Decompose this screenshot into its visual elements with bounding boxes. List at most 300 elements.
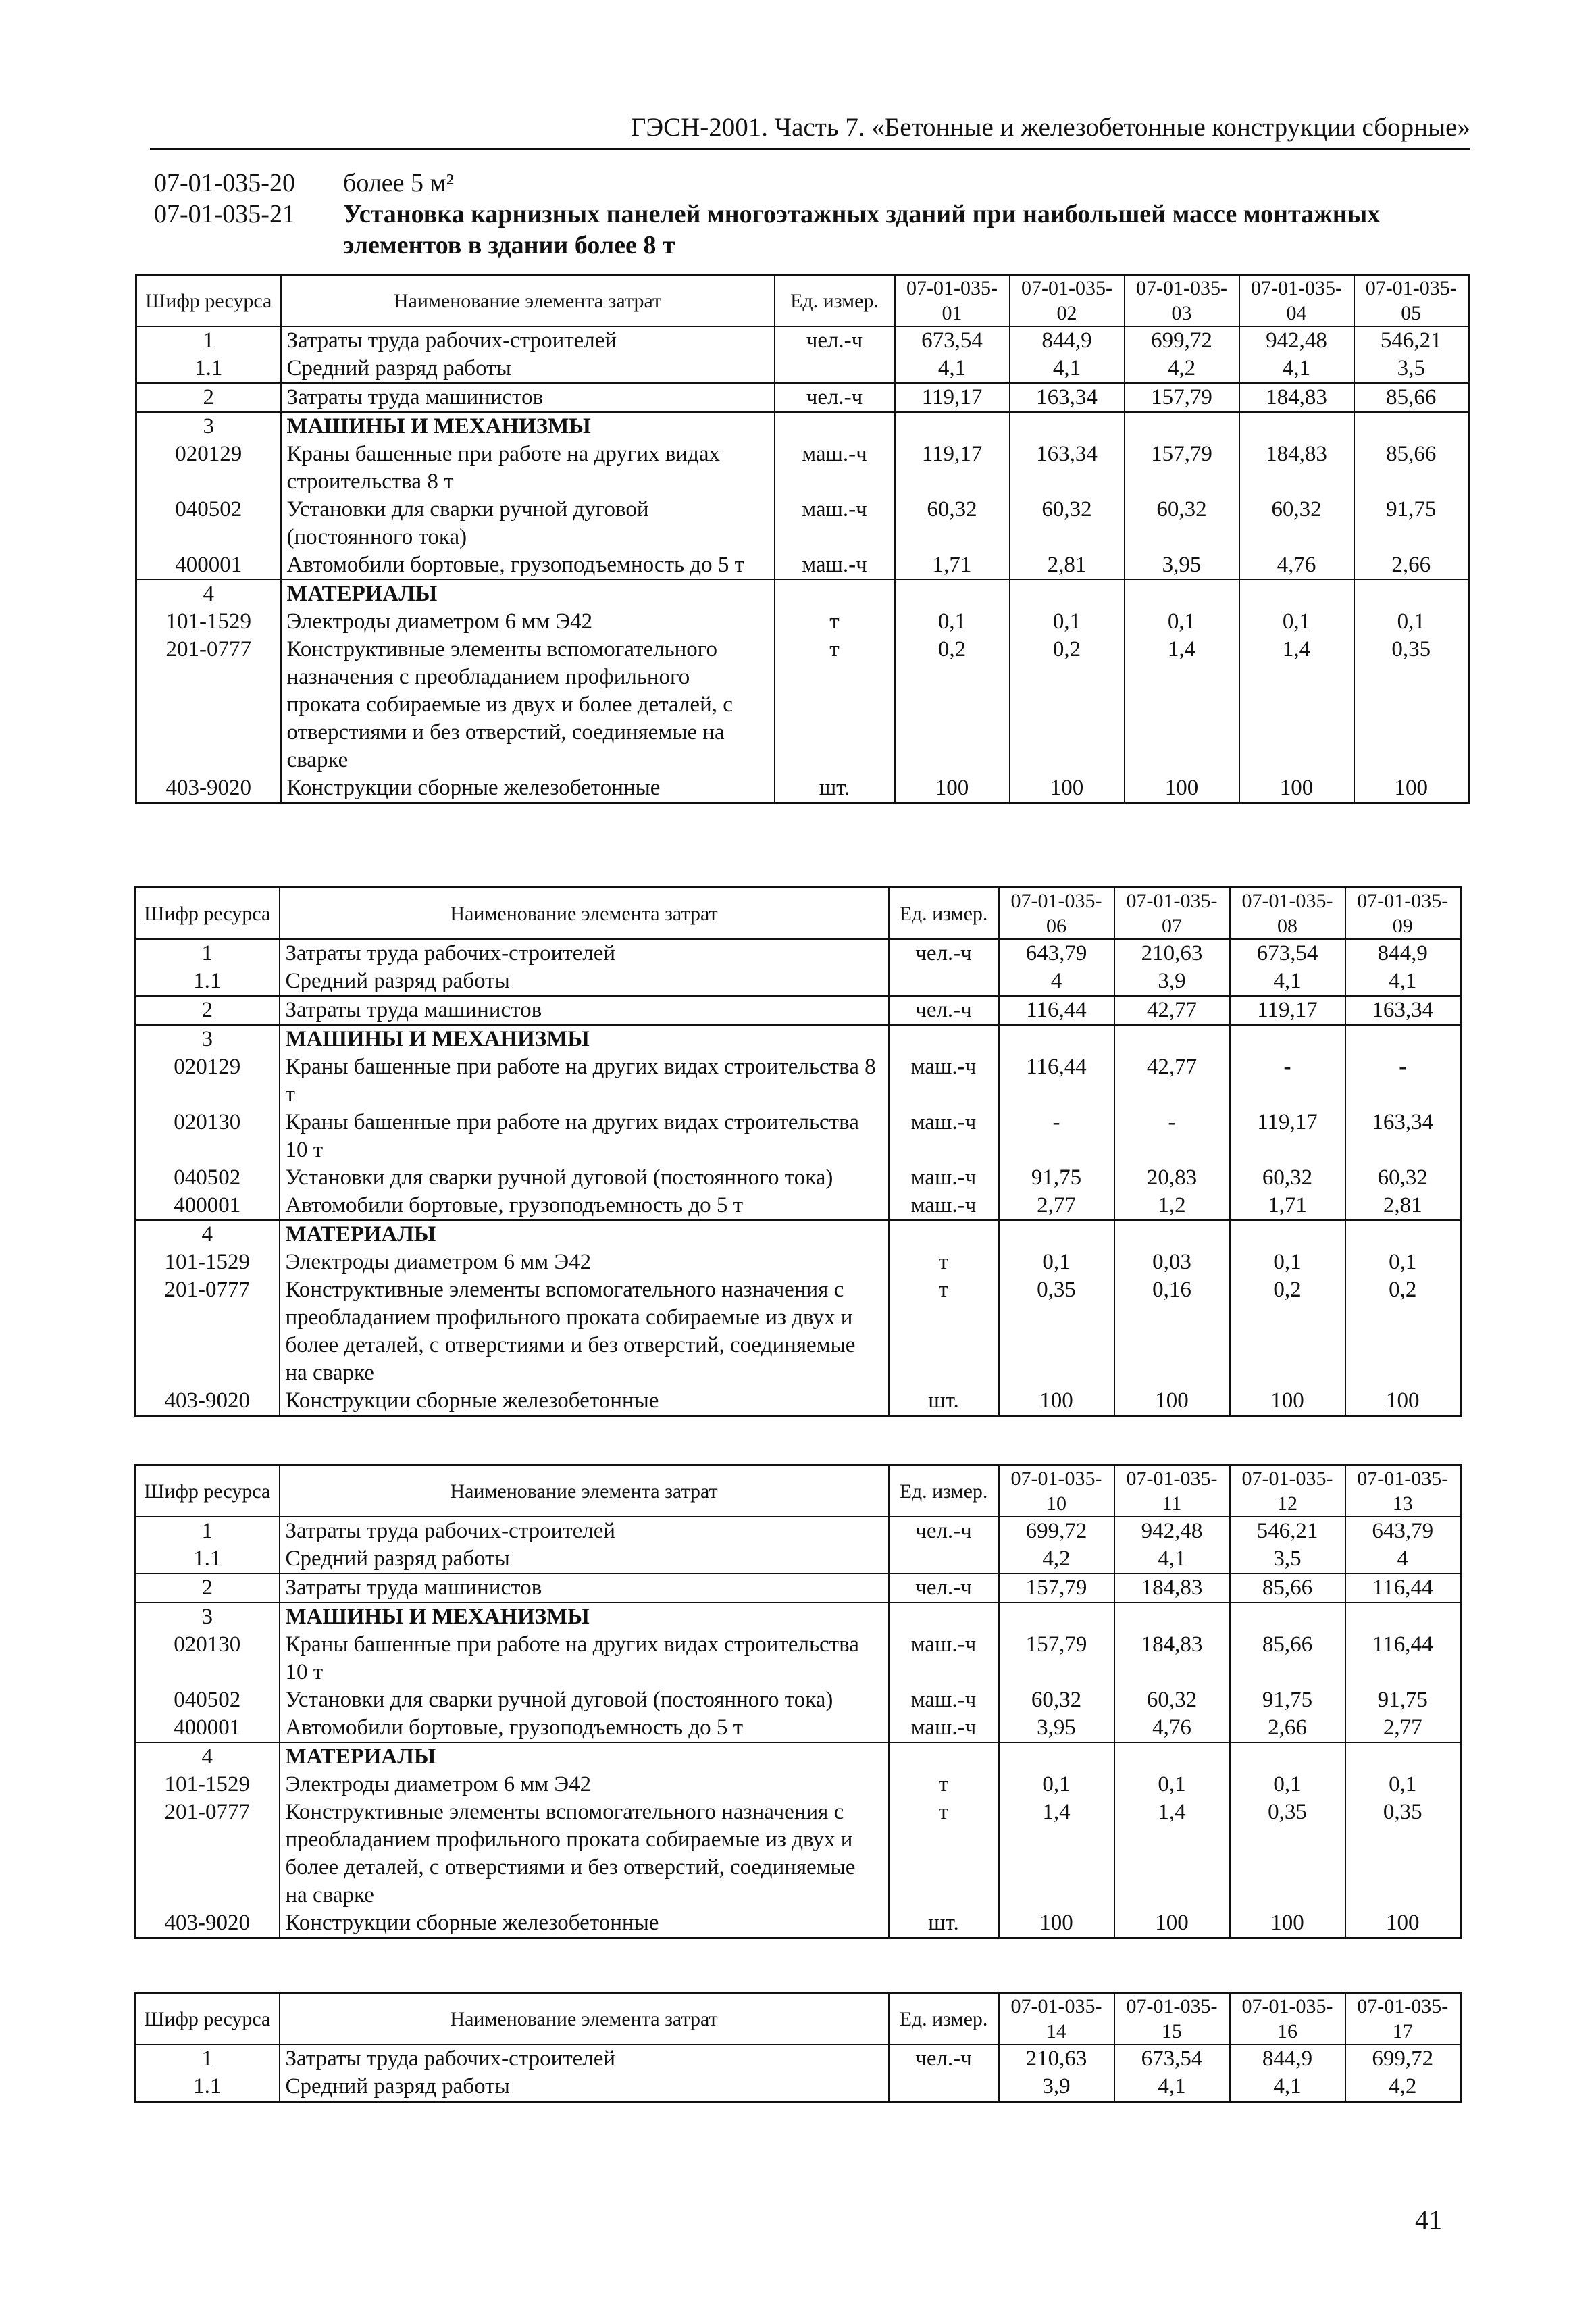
resource-code: 020129 (136, 441, 281, 496)
resource-value: 673,54 (1230, 939, 1345, 967)
resource-code: 040502 (136, 496, 281, 551)
resource-value: 184,83 (1239, 441, 1354, 496)
resource-value: 4,1 (1114, 1545, 1230, 1574)
resource-value (1230, 1025, 1345, 1053)
resource-name: МАТЕРИАЛЫ (280, 1220, 889, 1249)
resource-value: 100 (999, 1909, 1114, 1938)
norm-table-3 (134, 1464, 1462, 1939)
resource-value: 673,54 (1114, 2044, 1230, 2073)
resource-name: Затраты труда машинистов (280, 996, 889, 1025)
resource-value: 0,35 (1230, 1799, 1345, 1909)
resource-code: 1.1 (135, 1545, 280, 1574)
resource-name: Конструктивные элементы вспомогательного назначения с преобладанием профильного проката собираемые из двух и более деталей, с отверстиями и без отверстий, соединяемые на сварке (280, 1799, 889, 1909)
table-row (136, 355, 1469, 383)
resource-value: 942,48 (1239, 326, 1354, 355)
resource-unit: чел.-ч (775, 326, 895, 355)
resource-value: 0,2 (1230, 1276, 1345, 1387)
resource-value: 42,77 (1114, 1053, 1230, 1109)
resource-name: Электроды диаметром 6 мм Э42 (280, 1771, 889, 1799)
resource-unit: чел.-ч (889, 2044, 999, 2073)
table-row (136, 551, 1469, 580)
header-column-code: 07-01-035-05 (1354, 275, 1469, 327)
resource-code: 1 (135, 1517, 280, 1545)
resource-code: 4 (135, 1220, 280, 1249)
resource-value: 4,76 (1239, 551, 1354, 580)
resource-value: 699,72 (1125, 326, 1239, 355)
resource-value: 1,71 (1230, 1192, 1345, 1220)
resource-value (1010, 580, 1125, 608)
resource-code: 403-9020 (135, 1387, 280, 1416)
resource-value: 1,2 (1114, 1192, 1230, 1220)
resource-value: 4,1 (1230, 967, 1345, 996)
table-row (135, 939, 1461, 967)
resource-unit: шт. (889, 1909, 999, 1938)
resource-value: 2,66 (1230, 1714, 1345, 1742)
resource-code: 1.1 (135, 2073, 280, 2102)
resource-value: 3,5 (1354, 355, 1469, 383)
resource-name: Затраты труда рабочих-строителей (280, 939, 889, 967)
table-row (135, 1771, 1461, 1799)
resource-unit: т (775, 636, 895, 774)
resource-value: 60,32 (895, 496, 1010, 551)
resource-value: 85,66 (1386, 442, 1437, 466)
resource-value: - (1399, 1055, 1407, 1079)
resource-value: 4,2 (1345, 2073, 1461, 2102)
resource-value: 1,4 (999, 1799, 1114, 1909)
resource-name: Установки для сварки ручной дуговой (постоянного тока) (280, 1164, 889, 1192)
resource-unit: чел.-ч (889, 1574, 999, 1603)
code-number: 07-01-035-21 (154, 200, 295, 228)
header-code: Шифр ресурса (135, 1465, 280, 1517)
resource-value: 116,44 (1345, 1574, 1461, 1603)
resource-name: Конструктивные элементы вспомогательного назначения с преобладанием профильного проката собираемые из двух и более деталей, с отверстиями и без отверстий, соединяемые на сварке (281, 636, 775, 774)
table-row (135, 967, 1461, 996)
resource-name: Установки для сварки ручной дуговой (постоянного тока) (280, 1686, 889, 1714)
header-unit: Ед. измер. (889, 888, 999, 940)
resource-value: 42,77 (1114, 996, 1230, 1025)
resource-value: 0,03 (1114, 1249, 1230, 1276)
resource-unit (889, 2073, 999, 2102)
resource-unit: чел.-ч (775, 383, 895, 412)
resource-value: 91,75 (1377, 1688, 1428, 1712)
resource-unit: т (775, 608, 895, 636)
resource-value (1010, 412, 1125, 441)
resource-value: - (1230, 1053, 1345, 1109)
resource-value: 210,63 (1114, 939, 1230, 967)
resource-name: Автомобили бортовые, грузоподъемность до 5 т (280, 1714, 889, 1742)
resource-code: 040502 (135, 1164, 280, 1192)
resource-value: 0,1 (1389, 1250, 1417, 1274)
resource-value (1354, 580, 1469, 608)
resource-code: 3 (135, 1025, 280, 1053)
resource-value: 4,1 (1010, 355, 1125, 383)
resource-value: 3,5 (1230, 1545, 1345, 1574)
table-row (135, 1387, 1461, 1416)
table-row (136, 383, 1469, 412)
resource-unit (889, 1603, 999, 1631)
resource-code: 3 (136, 412, 281, 441)
resource-code: 1 (135, 2044, 280, 2073)
resource-unit: маш.-ч (889, 1053, 999, 1109)
resource-unit: маш.-ч (889, 1714, 999, 1742)
resource-value: 1,4 (1125, 636, 1239, 774)
resource-unit: чел.-ч (889, 996, 999, 1025)
resource-value: 184,83 (1114, 1574, 1230, 1603)
resource-unit: шт. (775, 774, 895, 803)
header-name: Наименование элемента затрат (281, 275, 775, 327)
resource-value: 163,34 (1372, 1110, 1434, 1134)
header-unit: Ед. измер. (775, 275, 895, 327)
table-row (135, 1276, 1461, 1387)
resource-value (1345, 1025, 1461, 1053)
resource-name: Краны башенные при работе на других видах строительства 10 т (280, 1631, 889, 1686)
resource-code: 4 (136, 580, 281, 608)
resource-value: 4,1 (895, 355, 1010, 383)
resource-unit: маш.-ч (889, 1686, 999, 1714)
resource-value: 3,95 (999, 1714, 1114, 1742)
norm-table-2 (134, 886, 1462, 1417)
resource-value: 119,17 (895, 441, 1010, 496)
table-row (136, 608, 1469, 636)
resource-value: 100 (1239, 774, 1354, 803)
resource-unit: маш.-ч (889, 1164, 999, 1192)
resource-name: Средний разряд работы (280, 967, 889, 996)
resource-value: 4,1 (1239, 355, 1354, 383)
resource-value (895, 412, 1010, 441)
resource-name: Затраты труда машинистов (280, 1574, 889, 1603)
table-row (135, 1909, 1461, 1938)
header-column-code: 07-01-035-10 (999, 1465, 1114, 1517)
resource-name: МАШИНЫ И МЕХАНИЗМЫ (280, 1603, 889, 1631)
resource-value: 4 (999, 967, 1114, 996)
resource-value (999, 1742, 1114, 1771)
header-name: Наименование элемента затрат (280, 1993, 889, 2045)
header-column-code: 07-01-035-08 (1230, 888, 1345, 940)
resource-code: 2 (135, 996, 280, 1025)
resource-code: 020129 (135, 1053, 280, 1109)
table-row (135, 1714, 1461, 1742)
resource-value (1114, 1603, 1230, 1631)
resource-value: 157,79 (999, 1574, 1114, 1603)
code-description: более 5 м² (343, 169, 454, 197)
resource-code: 403-9020 (135, 1909, 280, 1938)
norm-table-4 (134, 1992, 1462, 2103)
resource-value (999, 1603, 1114, 1631)
resource-name: Краны башенные при работе на других видах строительства 8 т (280, 1053, 889, 1109)
resource-value: 1,71 (895, 551, 1010, 580)
resource-value: 91,75 (1386, 497, 1437, 522)
resource-value: 4,1 (1114, 2073, 1230, 2102)
resource-unit: т (889, 1771, 999, 1799)
resource-value: 844,9 (1377, 941, 1428, 965)
resource-name: МАШИНЫ И МЕХАНИЗМЫ (280, 1025, 889, 1053)
resource-value: - (1114, 1109, 1230, 1164)
resource-unit: т (889, 1276, 999, 1387)
resource-value: 60,32 (1010, 496, 1125, 551)
resource-value: 0,35 (1383, 1800, 1422, 1824)
resource-unit: маш.-ч (889, 1631, 999, 1686)
resource-unit (775, 412, 895, 441)
resource-value (1114, 1742, 1230, 1771)
resource-name: Автомобили бортовые, грузоподъемность до 5 т (280, 1192, 889, 1220)
resource-unit: маш.-ч (775, 496, 895, 551)
resource-value: 100 (1230, 1387, 1345, 1416)
resource-value: 100 (1010, 774, 1125, 803)
resource-unit: чел.-ч (889, 939, 999, 967)
resource-value: 100 (999, 1387, 1114, 1416)
table-row (135, 1109, 1461, 1164)
resource-code: 403-9020 (136, 774, 281, 803)
resource-value: 163,34 (1010, 383, 1125, 412)
resource-value: 100 (1125, 774, 1239, 803)
resource-value: 100 (1114, 1909, 1230, 1938)
resource-value (1114, 1025, 1230, 1053)
resource-value: 4,1 (1230, 2073, 1345, 2102)
resource-value: 60,32 (999, 1686, 1114, 1714)
resource-value: 0,1 (1230, 1249, 1345, 1276)
resource-value: 4,2 (999, 1545, 1114, 1574)
table-header-row (135, 1465, 1461, 1517)
resource-value (1239, 580, 1354, 608)
resource-value: 3,9 (999, 2073, 1114, 2102)
resource-value: 4,1 (1345, 967, 1461, 996)
resource-unit (889, 1545, 999, 1574)
header-column-code: 07-01-035-14 (999, 1993, 1114, 2045)
resource-value: 91,75 (999, 1164, 1114, 1192)
resource-value: 0,2 (1389, 1278, 1417, 1302)
table-row (135, 996, 1461, 1025)
resource-unit: маш.-ч (889, 1109, 999, 1164)
resource-code: 3 (135, 1603, 280, 1631)
resource-unit (889, 1742, 999, 1771)
resource-value: 116,44 (999, 996, 1114, 1025)
resource-value (1345, 1220, 1461, 1249)
resource-value: 942,48 (1114, 1517, 1230, 1545)
resource-value: 60,32 (1377, 1165, 1428, 1190)
resource-value: 119,17 (1230, 1109, 1345, 1164)
resource-name: Средний разряд работы (280, 1545, 889, 1574)
resource-code: 1.1 (136, 355, 281, 383)
header-column-code: 07-01-035-12 (1230, 1465, 1345, 1517)
resource-code: 400001 (135, 1192, 280, 1220)
resource-value (1239, 412, 1354, 441)
header-unit: Ед. измер. (889, 1993, 999, 2045)
resource-name: Краны башенные при работе на других видах строительства 10 т (280, 1109, 889, 1164)
header-column-code: 07-01-035-07 (1114, 888, 1230, 940)
resource-name: Средний разряд работы (281, 355, 775, 383)
resource-name: Конструкции сборные железобетонные (280, 1387, 889, 1416)
resource-name: Конструкции сборные железобетонные (280, 1909, 889, 1938)
resource-code: 400001 (136, 551, 281, 580)
resource-value: 546,21 (1230, 1517, 1345, 1545)
resource-code: 020130 (135, 1109, 280, 1164)
resource-value: 157,79 (999, 1631, 1114, 1686)
table-header-row (136, 275, 1469, 327)
resource-name: МАТЕРИАЛЫ (281, 580, 775, 608)
resource-code: 2 (136, 383, 281, 412)
table-row (135, 1164, 1461, 1192)
resource-unit (889, 967, 999, 996)
resource-value: 0,1 (999, 1249, 1114, 1276)
table-row (136, 412, 1469, 441)
resource-value: 0,16 (1114, 1276, 1230, 1387)
resource-value: 4,76 (1114, 1714, 1230, 1742)
resource-value: 100 (1386, 1388, 1420, 1413)
resource-code: 201-0777 (135, 1799, 280, 1909)
table-row (135, 1053, 1461, 1109)
resource-value: 210,63 (999, 2044, 1114, 2073)
table-row (135, 1249, 1461, 1276)
code-row (154, 168, 1437, 199)
header-column-code: 07-01-035-15 (1114, 1993, 1230, 2045)
table-row (135, 1025, 1461, 1053)
resource-name: Конструкции сборные железобетонные (281, 774, 775, 803)
resource-value: 0,1 (1397, 609, 1425, 634)
resource-value: 119,17 (895, 383, 1010, 412)
resource-unit: шт. (889, 1387, 999, 1416)
resource-code: 040502 (135, 1686, 280, 1714)
resource-unit: т (889, 1249, 999, 1276)
resource-value: 157,79 (1125, 441, 1239, 496)
code-row (154, 199, 1437, 261)
resource-value (1345, 1603, 1461, 1631)
resource-value: 163,34 (1010, 441, 1125, 496)
resource-name: Конструктивные элементы вспомогательного назначения с преобладанием профильного проката собираемые из двух и более деталей, с отверстиями и без отверстий, соединяемые на сварке (280, 1276, 889, 1387)
resource-value: 4,2 (1125, 355, 1239, 383)
code-list (154, 168, 1437, 261)
resource-value: 157,79 (1125, 383, 1239, 412)
resource-value: 85,66 (1354, 383, 1469, 412)
page-number: 41 (1415, 2205, 1442, 2235)
resource-unit (775, 580, 895, 608)
header-unit: Ед. измер. (889, 1465, 999, 1517)
table-row (135, 2044, 1461, 2073)
resource-unit (889, 1025, 999, 1053)
resource-value: 60,32 (1114, 1686, 1230, 1714)
resource-name: Затраты труда машинистов (281, 383, 775, 412)
resource-name: Затраты труда рабочих-строителей (280, 1517, 889, 1545)
resource-value (1230, 1220, 1345, 1249)
resource-name: МАТЕРИАЛЫ (280, 1742, 889, 1771)
resource-code: 1.1 (135, 967, 280, 996)
resource-value (1125, 580, 1239, 608)
resource-value (999, 1025, 1114, 1053)
resource-value: 85,66 (1230, 1631, 1345, 1686)
resource-unit: чел.-ч (889, 1517, 999, 1545)
resource-value: 184,83 (1239, 383, 1354, 412)
resource-unit: маш.-ч (889, 1192, 999, 1220)
resource-name: Электроды диаметром 6 мм Э42 (281, 608, 775, 636)
resource-value: 0,2 (1010, 636, 1125, 774)
resource-code: 4 (135, 1742, 280, 1771)
table-row (135, 1686, 1461, 1714)
code-number: 07-01-035-20 (154, 169, 295, 197)
header-column-code: 07-01-035-04 (1239, 275, 1354, 327)
header-code: Шифр ресурса (135, 1993, 280, 2045)
resource-code: 101-1529 (135, 1249, 280, 1276)
resource-unit (775, 355, 895, 383)
resource-value: 643,79 (1372, 1519, 1434, 1543)
resource-name: Средний разряд работы (280, 2073, 889, 2102)
table-row (136, 326, 1469, 355)
resource-value: 100 (895, 774, 1010, 803)
page-header (150, 111, 1470, 150)
header-column-code: 07-01-035-09 (1345, 888, 1461, 940)
resource-value: 844,9 (1230, 2044, 1345, 2073)
header-column-code: 07-01-035-02 (1010, 275, 1125, 327)
resource-value: 0,35 (999, 1276, 1114, 1387)
table-header-row (135, 888, 1461, 940)
header-code: Шифр ресурса (136, 275, 281, 327)
table-row (136, 580, 1469, 608)
resource-value: 20,83 (1114, 1164, 1230, 1192)
resource-value: 2,81 (1383, 1193, 1422, 1217)
resource-value: 119,17 (1230, 996, 1345, 1025)
resource-name: МАШИНЫ И МЕХАНИЗМЫ (281, 412, 775, 441)
resource-code: 1 (135, 939, 280, 967)
resource-value: 0,1 (1125, 608, 1239, 636)
resource-value: 60,32 (1125, 496, 1239, 551)
resource-value (1230, 1603, 1345, 1631)
table-row (135, 1517, 1461, 1545)
resource-value: 546,21 (1380, 328, 1442, 353)
resource-value: 60,32 (1230, 1164, 1345, 1192)
header-column-code: 07-01-035-17 (1345, 1993, 1461, 2045)
table-row (136, 441, 1469, 496)
resource-name: Затраты труда рабочих-строителей (280, 2044, 889, 2073)
resource-value: 100 (1394, 776, 1428, 800)
resource-value: 3,9 (1114, 967, 1230, 996)
resource-value: 673,54 (895, 326, 1010, 355)
resource-value: 2,77 (1383, 1715, 1422, 1740)
resource-name: Электроды диаметром 6 мм Э42 (280, 1249, 889, 1276)
resource-value: 100 (1230, 1909, 1345, 1938)
table-header-row (135, 1993, 1461, 2045)
resource-value: 699,72 (999, 1517, 1114, 1545)
resource-value: 2,77 (999, 1192, 1114, 1220)
resource-value: 116,44 (1372, 1632, 1433, 1657)
resource-unit (889, 1220, 999, 1249)
resource-value: 0,1 (1010, 608, 1125, 636)
header-name: Наименование элемента затрат (280, 888, 889, 940)
header-column-code: 07-01-035-03 (1125, 275, 1239, 327)
resource-value: 643,79 (999, 939, 1114, 967)
table-row (136, 496, 1469, 551)
resource-value: - (999, 1109, 1114, 1164)
resource-value (895, 580, 1010, 608)
resource-name: Краны башенные при работе на других видах строительства 8 т (281, 441, 775, 496)
resource-value (999, 1220, 1114, 1249)
resource-value: 2,66 (1391, 553, 1431, 577)
resource-unit: маш.-ч (775, 551, 895, 580)
header-column-code: 07-01-035-11 (1114, 1465, 1230, 1517)
table-row (135, 1192, 1461, 1220)
header-column-code: 07-01-035-13 (1345, 1465, 1461, 1517)
table-row (135, 1799, 1461, 1909)
header-code: Шифр ресурса (135, 888, 280, 940)
resource-value: 0,1 (1239, 608, 1354, 636)
table-row (136, 774, 1469, 803)
table-row (135, 1574, 1461, 1603)
resource-value: 0,1 (1389, 1772, 1417, 1796)
resource-value: 2,81 (1010, 551, 1125, 580)
resource-code: 020130 (135, 1631, 280, 1686)
code-description: Установка карнизных панелей многоэтажных зданий при наибольшей массе монтажных элементов в здании более 8 т (343, 200, 1381, 259)
resource-value: 0,1 (999, 1771, 1114, 1799)
resource-value: 0,1 (895, 608, 1010, 636)
resource-value: 184,83 (1114, 1631, 1230, 1686)
resource-value: 0,35 (1391, 637, 1431, 661)
